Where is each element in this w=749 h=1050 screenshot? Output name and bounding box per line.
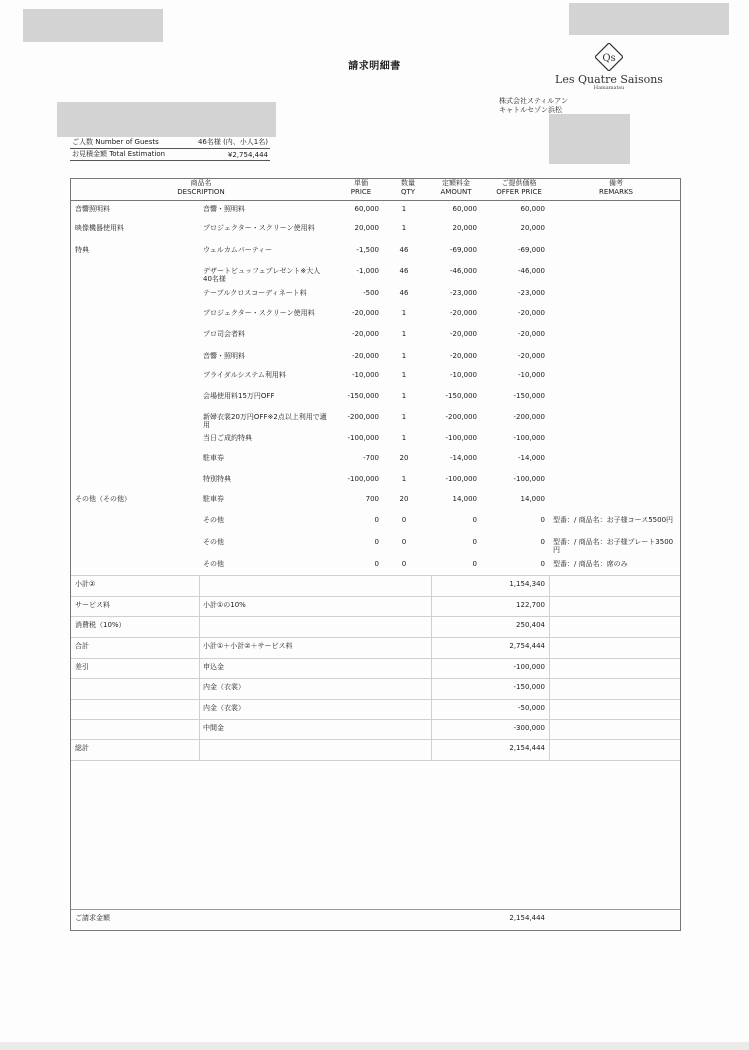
item-offer-price: -150,000 (513, 392, 545, 400)
item-price: 0 (374, 538, 379, 546)
item-remarks: 型番：/ 商品名：お子様プレート3500円 (553, 538, 674, 554)
item-description: デザートビュッフェプレゼント※大人40名様 (203, 267, 321, 283)
item-qty: 46 (399, 289, 409, 297)
item-description: ブライダルシステム利用料 (203, 371, 286, 379)
item-description: プロ司会者料 (203, 330, 245, 338)
item-price: 20,000 (354, 224, 379, 232)
item-price: -100,000 (347, 475, 379, 483)
item-amount: 60,000 (452, 205, 477, 213)
item-amount: 0 (472, 516, 477, 524)
item-amount: -100,000 (445, 475, 477, 483)
item-price: -20,000 (351, 309, 379, 317)
total-offer-price: -50,000 (517, 704, 545, 712)
item-price: -1,500 (356, 246, 379, 254)
header-amount: 定額料金 AMOUNT (440, 179, 472, 196)
item-amount: -69,000 (449, 246, 477, 254)
total-description: 小計①＋小計②＋サービス料 (203, 642, 293, 650)
item-amount: -10,000 (449, 371, 477, 379)
header-divider (71, 200, 680, 201)
item-remarks: 型番：/ 商品名：席のみ (553, 560, 628, 568)
item-qty: 0 (401, 560, 407, 568)
item-qty: 1 (401, 205, 407, 213)
item-offer-price: -10,000 (517, 371, 545, 379)
item-amount: 0 (472, 560, 477, 568)
grand-total-value: 2,154,444 (509, 914, 545, 922)
item-amount: -46,000 (449, 267, 477, 275)
item-amount: -150,000 (445, 392, 477, 400)
total-label: 小計② (75, 580, 96, 588)
estimate-value: ¥2,754,444 (227, 151, 268, 159)
item-qty: 1 (401, 413, 407, 421)
redacted-block (569, 3, 729, 35)
brand-logo (548, 43, 670, 91)
item-description: その他 (203, 538, 224, 546)
estimate-label: お見積金額 Total Estimation (72, 150, 166, 158)
item-category: 映像機器使用料 (75, 224, 124, 232)
item-description: 音響・照明料 (203, 205, 245, 213)
row-divider (71, 575, 680, 576)
total-offer-price: 2,754,444 (509, 642, 545, 650)
item-description: 駐車券 (203, 454, 224, 462)
item-price: 60,000 (354, 205, 379, 213)
total-offer-price: -100,000 (513, 663, 545, 671)
monogram-icon (595, 43, 623, 71)
item-amount: 14,000 (452, 495, 477, 503)
item-offer-price: -100,000 (513, 434, 545, 442)
item-description: その他 (203, 516, 224, 524)
item-category: 特典 (75, 246, 89, 254)
grand-total-label: ご請求金額 (75, 914, 110, 922)
item-price: -1,000 (356, 267, 379, 275)
redacted-block (23, 9, 163, 42)
column-divider (199, 575, 200, 761)
row-divider (71, 637, 680, 638)
total-description: 内金（衣裳） (203, 704, 245, 712)
total-offer-price: 1,154,340 (509, 580, 545, 588)
item-offer-price: -20,000 (517, 352, 545, 360)
item-amount: 20,000 (452, 224, 477, 232)
item-price: 700 (365, 495, 379, 503)
item-description: 特別特典 (203, 475, 231, 483)
guests-row (70, 137, 270, 149)
item-offer-price: -23,000 (517, 289, 545, 297)
company-block (499, 97, 568, 115)
item-category: その他（その他） (75, 495, 131, 503)
item-amount: -100,000 (445, 434, 477, 442)
guests-label: ご人数 Number of Guests (72, 138, 159, 146)
item-description: 駐車券 (203, 495, 224, 503)
item-offer-price: -20,000 (517, 309, 545, 317)
item-offer-price: -46,000 (517, 267, 545, 275)
item-description: ウェルカムパーティー (203, 246, 273, 254)
guests-value: 46名様 (内、小人1名) (197, 138, 268, 146)
estimate-row (70, 149, 270, 161)
item-qty: 46 (399, 267, 409, 275)
header-price: 単価 PRICE (350, 179, 372, 196)
item-description: その他 (203, 560, 224, 568)
item-qty: 1 (401, 309, 407, 317)
total-label: 消費税（10%） (75, 621, 126, 629)
item-amount: -14,000 (449, 454, 477, 462)
svg-text:Qs: Qs (602, 53, 616, 64)
item-remarks: 型番：/ 商品名：お子様コース5500円 (553, 516, 674, 524)
total-description: 小計①の10% (203, 601, 246, 609)
item-price: -150,000 (347, 392, 379, 400)
total-offer-price: 122,700 (516, 601, 545, 609)
item-description: 新婦衣裳20万円OFF※2点以上利用で適用 (203, 413, 327, 429)
column-divider (549, 575, 550, 761)
row-divider (71, 719, 680, 720)
item-price: -200,000 (347, 413, 379, 421)
item-offer-price: -69,000 (517, 246, 545, 254)
total-offer-price: -150,000 (513, 683, 545, 691)
item-description: プロジェクター・スクリーン使用料 (203, 224, 315, 232)
item-amount: 0 (472, 538, 477, 546)
total-label: 総計 (75, 744, 89, 752)
row-divider (71, 760, 680, 761)
item-amount: -20,000 (449, 330, 477, 338)
item-qty: 1 (401, 371, 407, 379)
item-offer-price: 0 (540, 516, 545, 524)
item-price: -500 (363, 289, 379, 297)
row-divider (71, 699, 680, 700)
item-category: 音響照明料 (75, 205, 110, 213)
item-offer-price: -100,000 (513, 475, 545, 483)
document-title: 請求明細書 (348, 61, 401, 72)
item-qty: 0 (401, 538, 407, 546)
item-qty: 1 (401, 330, 407, 338)
brand-location: Hamamatsu (593, 85, 625, 91)
total-offer-price: 2,154,444 (509, 744, 545, 752)
total-label: サービス料 (75, 601, 110, 609)
item-qty: 1 (401, 392, 407, 400)
brand-name: Les Quatre Saisons (555, 73, 663, 86)
item-offer-price: 20,000 (520, 224, 545, 232)
redacted-block (549, 114, 630, 164)
header-description: 商品名 DESCRIPTION (177, 179, 225, 196)
row-divider (71, 596, 680, 597)
total-description: 内金（衣裳） (203, 683, 245, 691)
item-description: テーブルクロスコーディネート料 (203, 289, 307, 297)
total-offer-price: -300,000 (513, 724, 545, 732)
header-offer-price: ご提供価格 OFFER PRICE (496, 179, 542, 196)
item-description: 音響・照明料 (203, 352, 245, 360)
item-amount: -200,000 (445, 413, 477, 421)
item-description: 当日ご成約特典 (203, 434, 252, 442)
company-name: 株式会社スティルアン (499, 97, 569, 105)
item-price: -20,000 (351, 330, 379, 338)
item-qty: 46 (399, 246, 409, 254)
column-divider (431, 575, 432, 761)
item-offer-price: -200,000 (513, 413, 545, 421)
item-description: プロジェクター・スクリーン使用料 (203, 309, 315, 317)
item-description: 会場使用料15万円OFF (203, 392, 275, 400)
row-divider (71, 658, 680, 659)
item-qty: 20 (399, 495, 409, 503)
row-divider (71, 616, 680, 617)
item-qty: 20 (399, 454, 409, 462)
item-qty: 1 (401, 434, 407, 442)
total-label: 合計 (75, 642, 89, 650)
item-qty: 0 (401, 516, 407, 524)
redacted-block (57, 102, 276, 137)
header-remarks: 備考 REMARKS (598, 179, 633, 196)
total-label: 差引 (75, 663, 89, 671)
row-divider (71, 678, 680, 679)
invoice-table (70, 178, 681, 931)
item-amount: -20,000 (449, 309, 477, 317)
item-offer-price: -20,000 (517, 330, 545, 338)
grand-total-divider (71, 909, 680, 910)
venue-name: キャトルセゾン浜松 (499, 106, 562, 114)
item-price: -700 (363, 454, 379, 462)
item-amount: -20,000 (449, 352, 477, 360)
total-description: 申込金 (203, 663, 224, 671)
item-price: -20,000 (351, 352, 379, 360)
item-qty: 1 (401, 475, 407, 483)
item-qty: 1 (401, 224, 407, 232)
item-offer-price: -14,000 (517, 454, 545, 462)
item-price: -100,000 (347, 434, 379, 442)
item-price: 0 (374, 560, 379, 568)
item-qty: 1 (401, 352, 407, 360)
item-price: -10,000 (351, 371, 379, 379)
item-price: 0 (374, 516, 379, 524)
item-offer-price: 60,000 (520, 205, 545, 213)
item-offer-price: 0 (540, 538, 545, 546)
total-description: 中間金 (203, 724, 224, 732)
item-offer-price: 14,000 (520, 495, 545, 503)
item-offer-price: 0 (540, 560, 545, 568)
item-amount: -23,000 (449, 289, 477, 297)
header-qty: 数量 QTY (400, 179, 416, 196)
total-offer-price: 250,404 (516, 621, 545, 629)
row-divider (71, 739, 680, 740)
